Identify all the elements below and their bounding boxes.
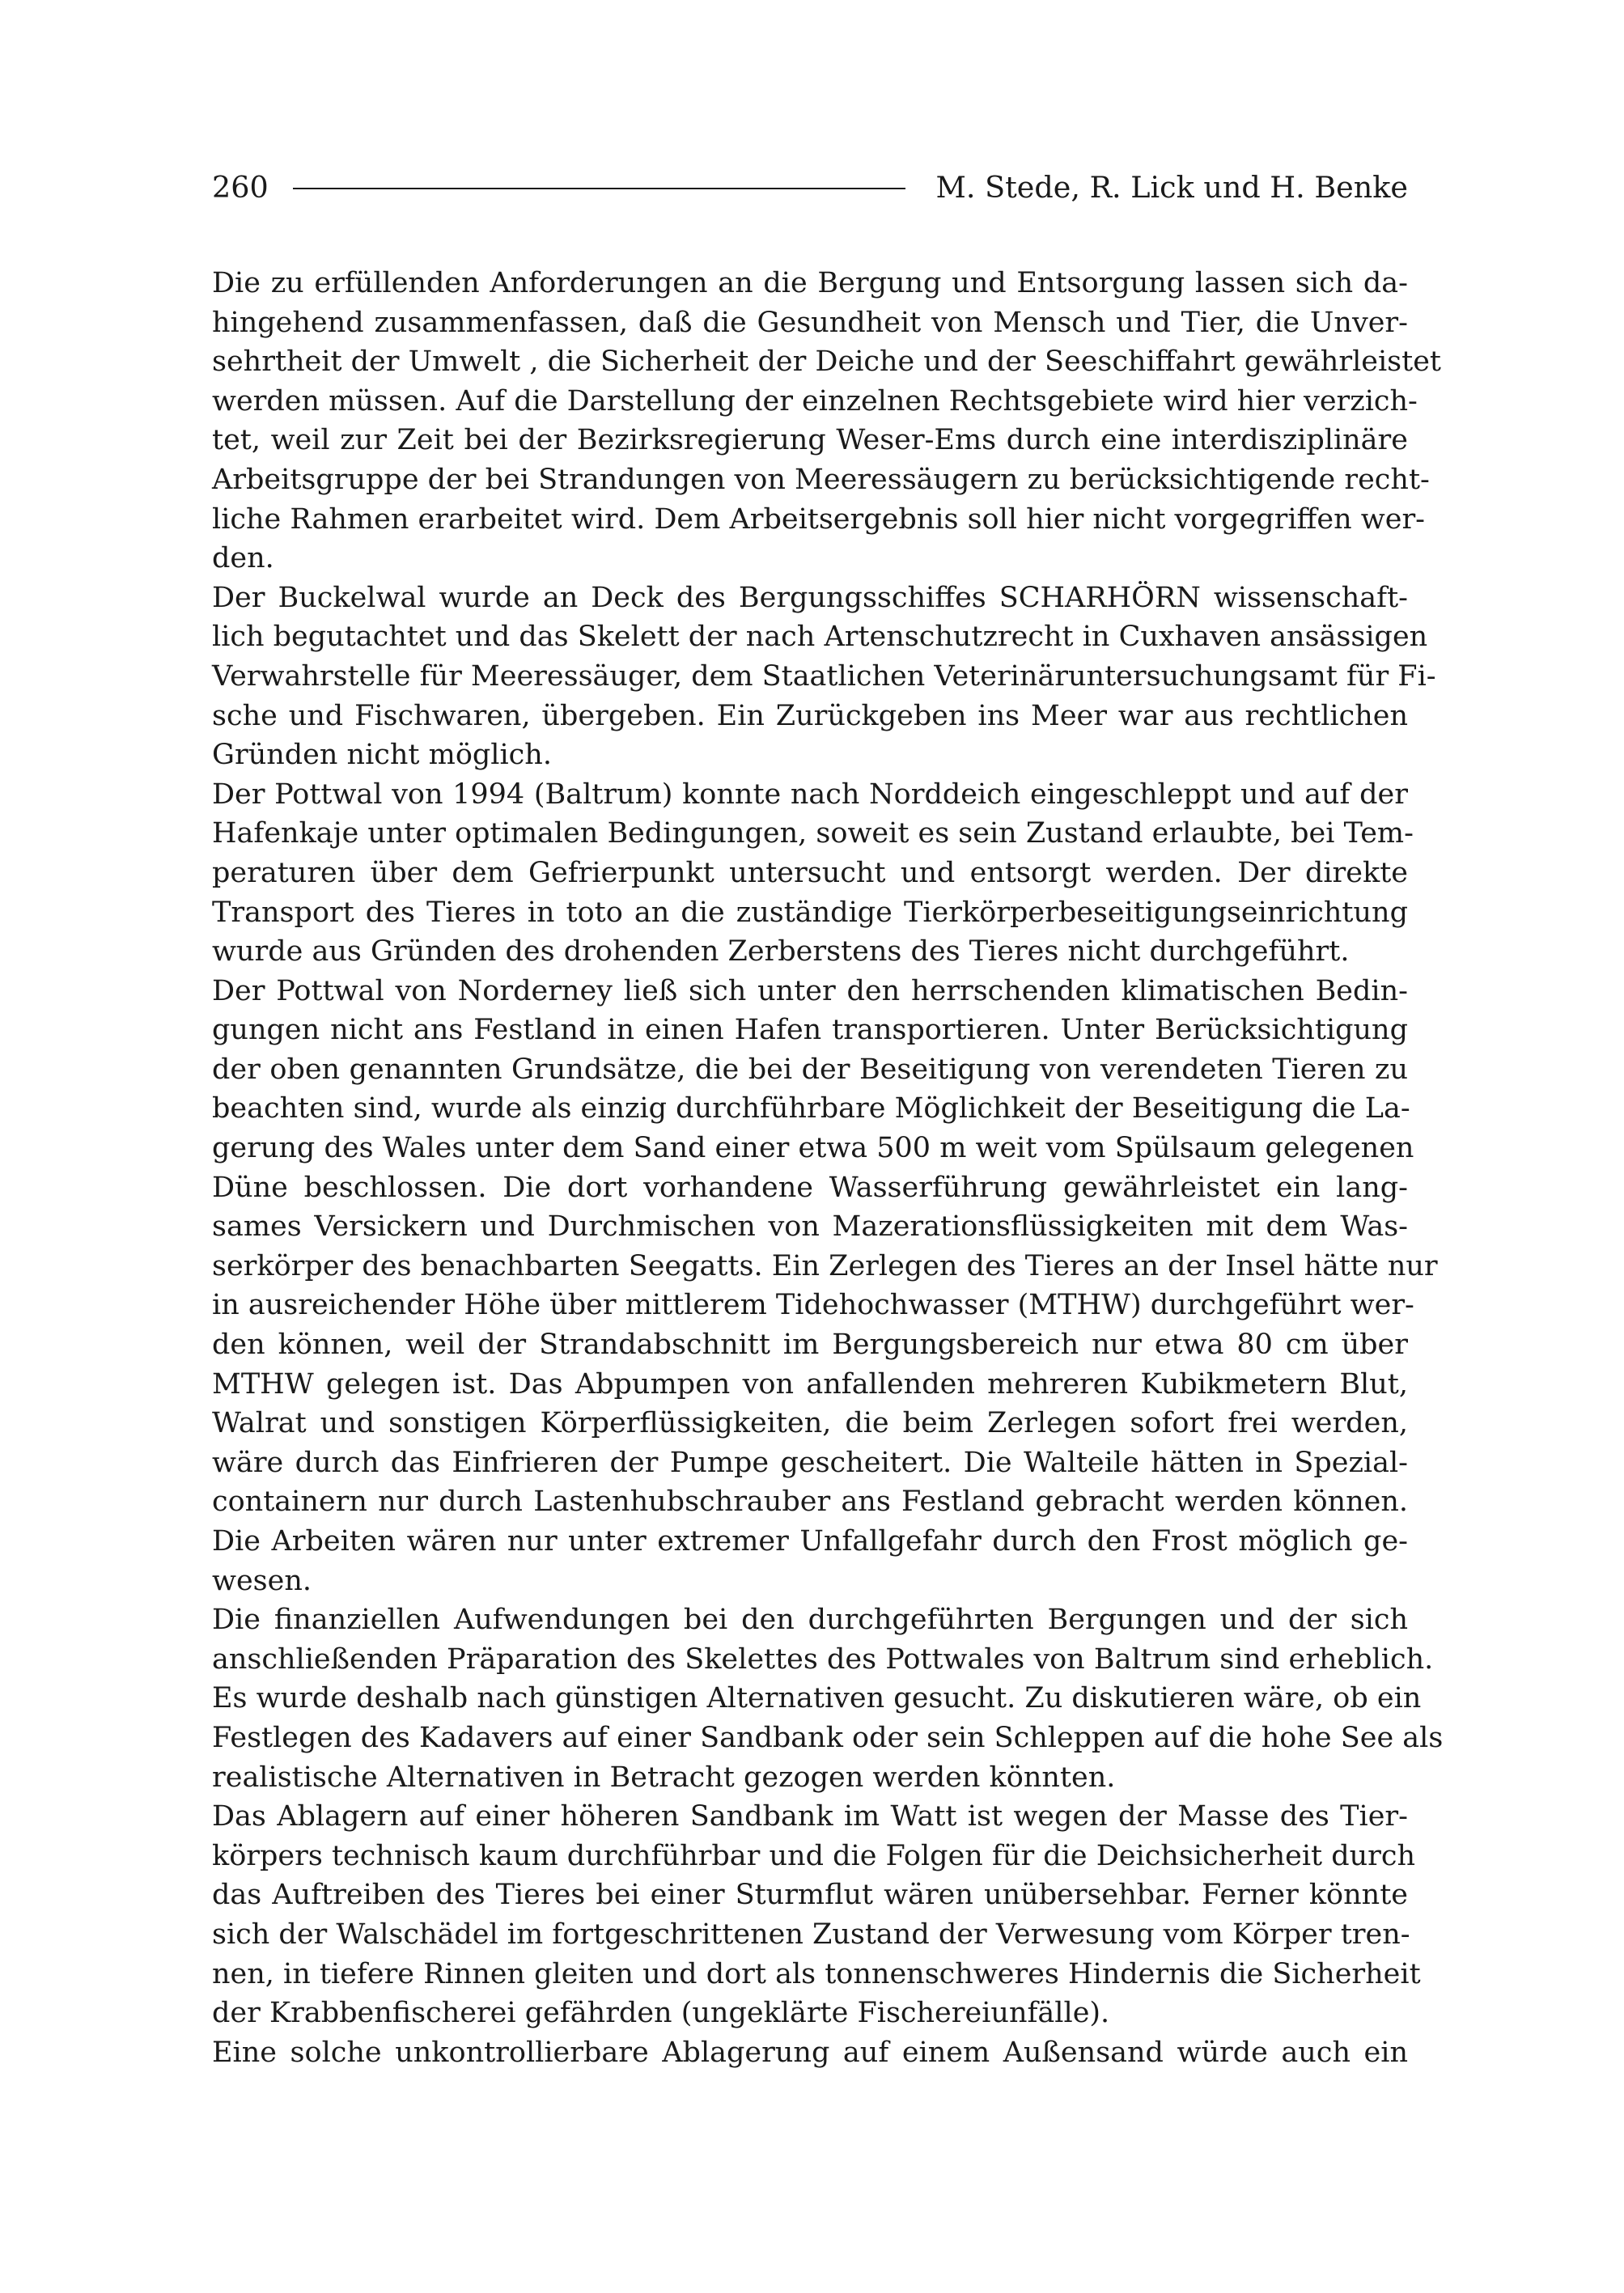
running-head-authors: M. Stede, R. Lick und H. Benke (935, 170, 1408, 205)
text-line: wurde aus Gründen des drohenden Zerberstens des Tieres nicht durchgeführt. (212, 935, 1350, 968)
paragraph (212, 1600, 1444, 1797)
text-line: sehrtheit der Umwelt , die Sicherheit der Deiche und der Seeschiffahrt gewährleistet (212, 345, 1441, 379)
paragraph (212, 579, 1436, 775)
text-line: Verwahrstelle für Meeressäuger, dem Staatlichen Veterinäruntersuchungsamt für Fi- (212, 659, 1436, 693)
text-line: das Auftreiben des Tieres bei einer Sturmflut wären unübersehbar. Ferner könnte (212, 1879, 1408, 1912)
text-line: körpers technisch kaum durchführbar und die Folgen für die Deichsicherheit durch (212, 1839, 1416, 1872)
text-line: sche und Fischwaren, übergeben. Ein Zurückgeben ins Meer war aus rechtlichen (212, 699, 1408, 732)
text-line: Der Buckelwal wurde an Deck des Bergungsschiffes SCHARHÖRN wissenschaft- (212, 581, 1408, 614)
text-line: den. (212, 542, 274, 575)
text-line: Der Pottwal von Norderney ließ sich unter den herrschenden klimatischen Bedin- (212, 974, 1408, 1007)
text-line: containern nur durch Lastenhubschrauber ans Festland gebracht werden können. (212, 1486, 1408, 1519)
text-line: Eine solche unkontrollierbare Ablagerung auf einem Außensand würde auch ein (212, 2036, 1408, 2069)
text-line: realistische Alternativen in Betracht gezogen werden könnten. (212, 1761, 1116, 1794)
text-line: den können, weil der Strandabschnitt im Bergungsbereich nur etwa 80 cm über (212, 1329, 1408, 1362)
text-line: gerung des Wales unter dem Sand einer etwa 500 m weit vom Spülsaum gelegenen (212, 1132, 1414, 1165)
paragraph (212, 264, 1441, 579)
text-line: Gründen nicht möglich. (212, 739, 552, 772)
text-line: tet, weil zur Zeit bei der Bezirksregierung Weser-Ems durch eine interdisziplinäre (212, 424, 1408, 457)
text-line: Das Ablagern auf einer höheren Sandbank im Watt ist wegen der Masse des Tier- (212, 1800, 1408, 1833)
paragraph (212, 972, 1438, 1601)
text-line: hingehend zusammenfassen, daß die Gesundheit von Mensch und Tier, die Unver- (212, 306, 1408, 339)
text-line: wesen. (212, 1564, 312, 1597)
text-line: wäre durch das Einfrieren der Pumpe gescheitert. Die Walteile hätten in Spezial- (212, 1446, 1408, 1479)
page-number: 260 (212, 170, 269, 205)
text-line: der oben genannten Grundsätze, die bei der Beseitigung von verendeten Tieren zu (212, 1053, 1408, 1086)
text-line: sich der Walschädel im fortgeschrittenen Zustand der Verwesung vom Körper tren- (212, 1918, 1410, 1951)
text-line: Die finanziellen Aufwendungen bei den durchgeführten Bergungen und der sich (212, 1604, 1408, 1637)
text-line: Es wurde deshalb nach günstigen Alternativen gesucht. Zu diskutieren wäre, ob ein (212, 1682, 1422, 1715)
paragraph (212, 2033, 1408, 2073)
text-line: Hafenkaje unter optimalen Bedingungen, soweit es sein Zustand erlaubte, bei Tem- (212, 817, 1414, 850)
text-line: beachten sind, wurde als einzig durchführbare Möglichkeit der Beseitigung die La- (212, 1092, 1410, 1125)
text-line: Transport des Tieres in toto an die zuständige Tierkörperbeseitigungseinrichtung (212, 896, 1408, 929)
body-text (212, 264, 1444, 2072)
text-line: anschließenden Präparation des Skelettes des Pottwales von Baltrum sind erheblich. (212, 1642, 1434, 1676)
running-head (212, 165, 1408, 210)
text-line: peraturen über dem Gefrierpunkt untersucht und entsorgt werden. Der direkte (212, 856, 1408, 889)
text-line: Die Arbeiten wären nur unter extremer Unfallgefahr durch den Frost möglich ge- (212, 1525, 1408, 1558)
text-line: Arbeitsgruppe der bei Strandungen von Meeressäugern zu berücksichtigende recht- (212, 463, 1430, 496)
text-line: lich begutachtet und das Skelett der nach Artenschutzrecht in Cuxhaven ansässigen (212, 621, 1428, 654)
text-line: Der Pottwal von 1994 (Baltrum) konnte nach Norddeich eingeschleppt und auf der (212, 778, 1408, 811)
text-line: sames Versickern und Durchmischen von Mazerationsflüssigkeiten mit dem Was- (212, 1210, 1408, 1244)
text-line: gungen nicht ans Festland in einen Hafen transportieren. Unter Berücksichtigung (212, 1014, 1408, 1047)
paragraph (212, 775, 1414, 972)
text-line: serkörper des benachbarten Seegatts. Ein Zerlegen des Tieres an der Insel hätte nur (212, 1249, 1438, 1282)
text-line: der Krabbenfischerei gefährden (ungeklärte Fischereiunfälle). (212, 1997, 1110, 2030)
text-line: Düne beschlossen. Die dort vorhandene Wasserführung gewährleistet ein lang- (212, 1171, 1408, 1204)
text-line: liche Rahmen erarbeitet wird. Dem Arbeitsergebnis soll hier nicht vorgegriffen wer- (212, 502, 1426, 536)
text-line: Die zu erfüllenden Anforderungen an die Bergung und Entsorgung lassen sich da- (212, 267, 1408, 299)
text-line: Walrat und sonstigen Körperflüssigkeiten, die beim Zerlegen sofort frei werden, (212, 1407, 1408, 1440)
text-line: werden müssen. Auf die Darstellung der einzelnen Rechtsgebiete wird hier verzich- (212, 384, 1418, 417)
paragraph (212, 1797, 1421, 2033)
text-line: nen, in tiefere Rinnen gleiten und dort als tonnenschweres Hindernis die Sicherheit (212, 1957, 1421, 1990)
text-line: Festlegen des Kadavers auf einer Sandbank oder sein Schleppen auf die hohe See als (212, 1721, 1444, 1754)
text-line: in ausreichender Höhe über mittlerem Tidehochwasser (MTHW) durchgeführt wer- (212, 1289, 1414, 1322)
header-rule (293, 188, 905, 189)
text-line: MTHW gelegen ist. Das Abpumpen von anfallenden mehreren Kubikmetern Blut, (212, 1367, 1408, 1401)
